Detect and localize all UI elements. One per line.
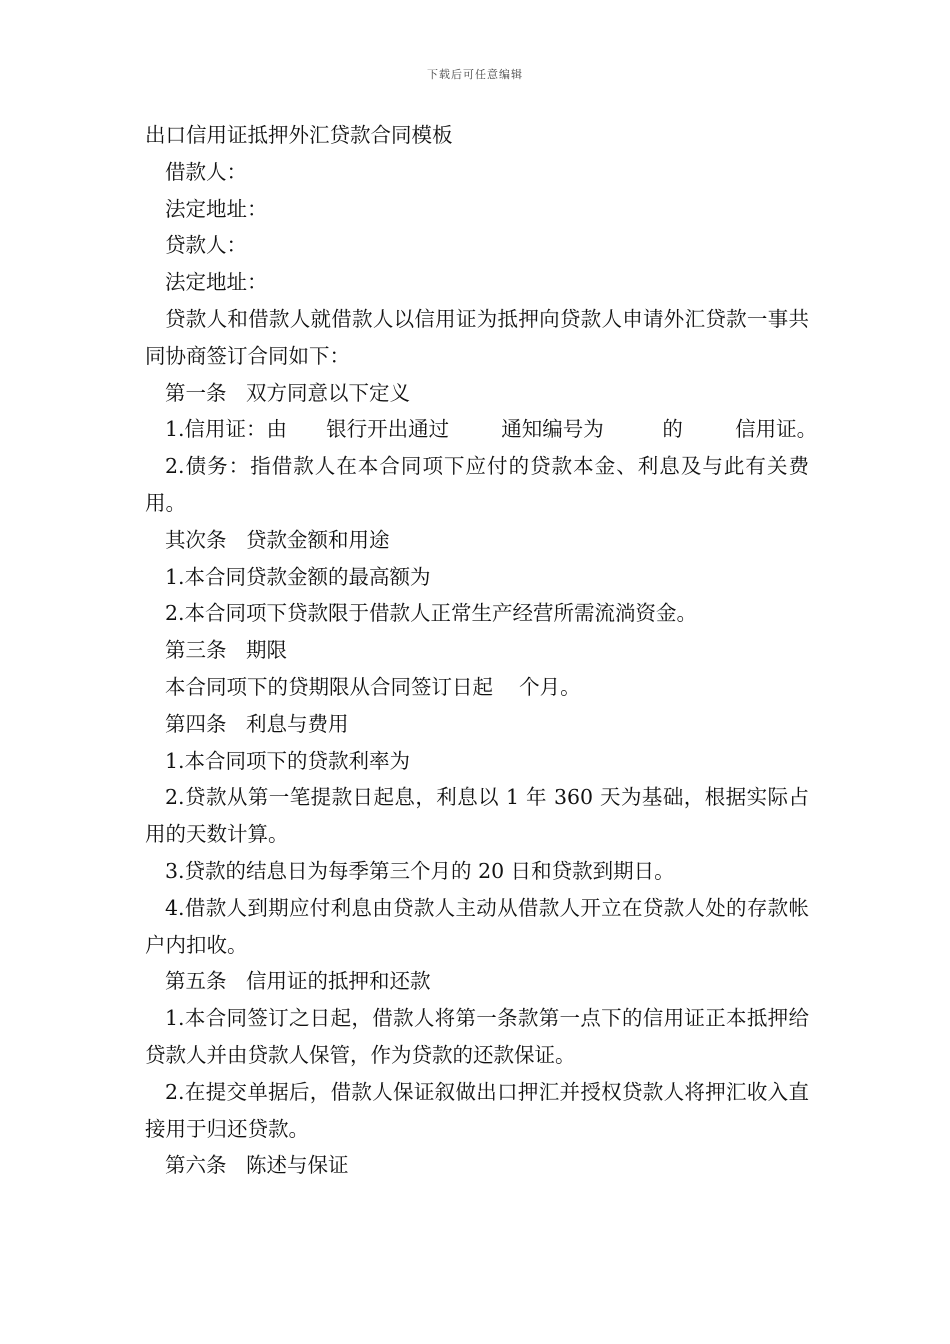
article-6-heading: 第六条 陈述与保证 <box>165 1153 349 1178</box>
article-5-item-2: 2.在提交单据后，借款人保证叙做出口押汇并授权贷款人将押汇收入直接用于归还贷款。 <box>145 1079 809 1141</box>
article-1-heading: 第一条 双方同意以下定义 <box>165 380 411 405</box>
party-borrower: 借款人： <box>165 159 247 184</box>
article-2-item-1: 1.本合同贷款金额的最高额为 <box>165 564 431 589</box>
page-header-note: 下载后可任意编辑 <box>427 68 523 81</box>
article-4-item-1: 1.本合同项下的贷款利率为 <box>165 748 411 773</box>
article-4-item-3: 3.贷款的结息日为每季第三个月的 20 日和贷款到期日。 <box>165 858 675 883</box>
article-1-item-1: 1.信用证：由 银行开出通过 通知编号为 的 信用证。 <box>165 417 818 442</box>
article-2-item-2: 2.本合同项下贷款限于借款人正常生产经营所需流淌资金。 <box>165 601 698 626</box>
party-borrower-address: 法定地址： <box>165 196 268 221</box>
article-2-heading: 其次条 贷款金额和用途 <box>165 527 390 552</box>
article-3-item-1: 本合同项下的贷期限从合同签订日起 个月。 <box>165 674 581 699</box>
article-5-item-1: 1.本合同签订之日起，借款人将第一条款第一点下的信用证正本抵押给贷款人并由贷款人保管，作为贷款的还款保证。 <box>145 1006 809 1067</box>
document-title: 出口信用证抵押外汇贷款合同模板 <box>145 123 453 147</box>
article-5-heading: 第五条 信用证的抵押和还款 <box>165 969 431 994</box>
article-4-item-4: 4.借款人到期应付利息由贷款人主动从借款人开立在贷款人处的存款帐户内扣收。 <box>145 895 809 957</box>
article-3-heading: 第三条 期限 <box>165 638 288 663</box>
article-4-heading: 第四条 利息与费用 <box>165 711 349 736</box>
party-lender: 贷款人： <box>165 233 247 258</box>
article-4-item-2: 2.贷款从第一笔提款日起息，利息以 1 年 360 天为基础，根据实际占用的天数计算。 <box>145 785 809 847</box>
preamble-paragraph: 贷款人和借款人就借款人以信用证为抵押向贷款人申请外汇贷款一事共同协商签订合同如下： <box>145 306 809 368</box>
party-lender-address: 法定地址： <box>165 270 268 295</box>
document-body <box>145 117 818 1184</box>
article-1-item-2: 2.债务：指借款人在本合同项下应付的贷款本金、利息及与此有关费用。 <box>145 454 809 515</box>
